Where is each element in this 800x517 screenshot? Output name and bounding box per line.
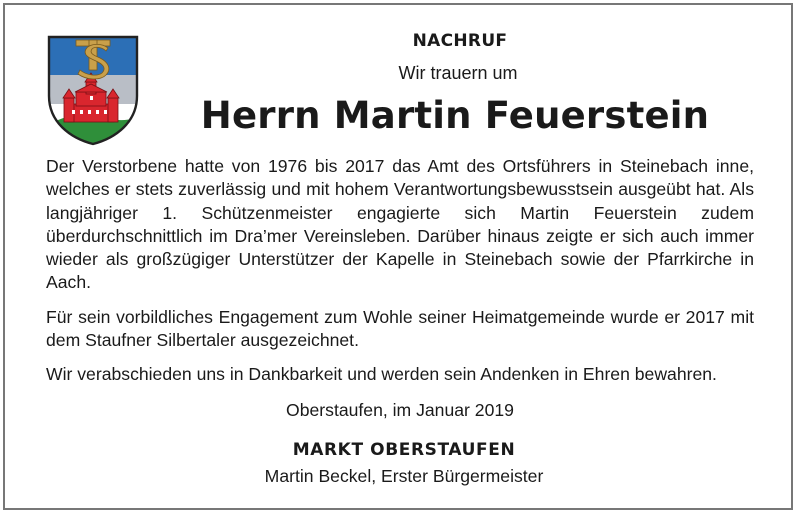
deceased-name: Herrn Martin Feuerstein <box>200 94 710 137</box>
place-date: Oberstaufen, im Januar 2019 <box>286 400 514 420</box>
obituary-paragraph: Der Verstorbene hatte von 1976 bis 2017 das Amt des Ortsführers in Steinebach inne, welches er stets zuverlässig und mit hohem Verantwortungsbewusstsein ausgeübt hat. Als langjähriger 1. Schützenmeister engagierte sich Martin Feuerstein zudem überdurchschnittlich im Dra’mer Vereinsleben. Darüber hinaus zeigte er sich auch immer wieder als großzügiger Unterstützer der Kapelle in Steinebach sowie der Pfarrkirche in Aach. <box>46 156 754 293</box>
issuer-name: MARKT OBERSTAUFEN <box>292 440 516 460</box>
signatory: Martin Beckel, Erster Bürgermeister <box>264 466 544 486</box>
notice-label: NACHRUF <box>412 31 508 51</box>
obituary-paragraph: Wir verabschieden uns in Dankbarkeit und werden sein Andenken in Ehren bewahren. <box>46 364 717 385</box>
grief-line: Wir trauern um <box>398 63 518 83</box>
obituary-body <box>46 155 754 398</box>
obituary-paragraph: Für sein vorbildliches Engagement zum Wohle seiner Heimatgemeinde wurde er 2017 mit dem Staufner Silbertaler ausgezeichnet. <box>46 306 754 351</box>
